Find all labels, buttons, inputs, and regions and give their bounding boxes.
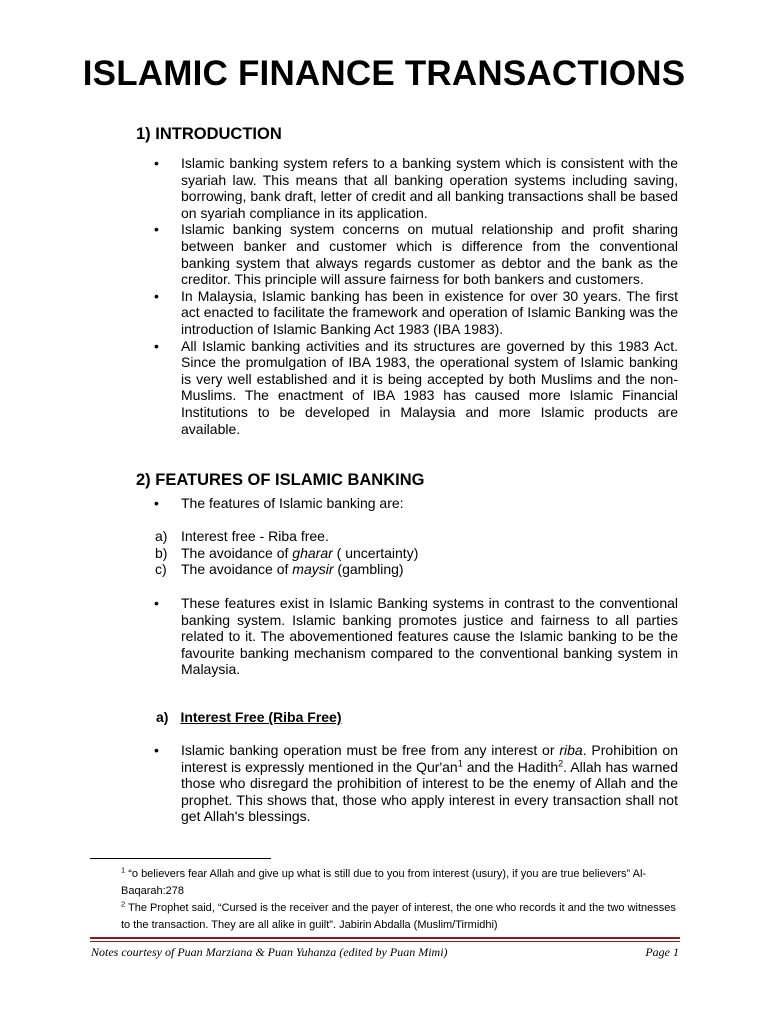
feature-item xyxy=(155,528,675,545)
paragraph-text: . Allah has warned those who disregard the prohibition of interest to be the enemy of Allah and the prophet. This shows that, those who apply interest in every transaction shall not get Allah's blessings. xyxy=(181,758,678,825)
list-item xyxy=(181,742,678,825)
features-intro-list xyxy=(181,495,678,512)
introduction-bullet-list xyxy=(181,155,678,437)
riba-term: riba xyxy=(559,742,583,758)
footnotes xyxy=(121,866,681,934)
subsection-heading-interest-free xyxy=(156,709,342,725)
feature-item xyxy=(155,561,675,578)
list-item: • In Malaysia, Islamic banking has been in existence for over 30 years. The first act enacted to facilitate the framework and operation of Islamic Banking was the introduction of Islamic Banking Act 1983 (IBA 1983). xyxy=(181,288,678,338)
paragraph-text: and the Hadith xyxy=(462,758,559,775)
list-item: • These features exist in Islamic Banking systems in contrast to the conventional banking system. Islamic banking promotes justice and fairness to all parties related to it. The abovementioned features cause the Islamic banking to be the favourite banking mechanism compared to the conventional banking system in Malaysia. xyxy=(181,595,678,678)
paragraph-text: Islamic banking operation must be free from any interest or xyxy=(181,742,560,758)
feature-text-suffix: (gambling) xyxy=(333,561,404,578)
feature-term: gharar xyxy=(292,544,333,561)
footer-credit: Notes courtesy of Puan Marziana & Puan Yuhanza (edited by Puan Mimi) xyxy=(91,945,448,959)
footnote-ref-2[interactable]: 2 xyxy=(558,757,564,768)
interest-free-list xyxy=(181,742,678,825)
feature-item xyxy=(155,545,675,562)
page-title: ISLAMIC FINANCE TRANSACTIONS xyxy=(82,54,686,93)
section-heading-introduction: 1) INTRODUCTION xyxy=(136,125,282,143)
feature-text-suffix: ( uncertainty) xyxy=(332,544,419,561)
footnote-ref-1[interactable]: 1 xyxy=(457,757,463,768)
footnote-text: The Prophet said, “Cursed is the receiver and the payer of interest, the one who records it and the two witnesses to the transaction. They are all alike in guilt”. Jabirin Abdalla (Muslim/Tirmidhi) xyxy=(121,902,676,931)
list-item: • All Islamic banking activities and its structures are governed by this 1983 Act. Since the promulgation of IBA 1983, the operational system of Islamic banking is very well established and it is being accepted by both Muslims and the non-Muslims. The enactment of IBA 1983 has caused more Islamic Financial Institutions to be developed in Malaysia and more Islamic products are available. xyxy=(181,338,678,438)
footnote-number: 2 xyxy=(121,899,126,909)
subsection-label: a) xyxy=(156,709,169,725)
paragraph-text: . Prohibition on interest is expressly mentioned in the Qur'an xyxy=(181,742,678,775)
feature-label: a) xyxy=(155,528,168,544)
features-list xyxy=(155,528,675,578)
footnote-number: 1 xyxy=(121,865,126,875)
footnote-1 xyxy=(121,866,681,900)
list-item: • Islamic banking system concerns on mutual relationship and profit sharing between banker and customer which is difference from the conventional banking system that always regards customer as debtor and the bank as the creditor. This principle will assure fairness for both bankers and customers. xyxy=(181,221,678,287)
list-item: • Islamic banking system refers to a banking system which is consistent with the syariah law. This means that all banking operation systems including saving, borrowing, bank draft, letter of credit and all banking transactions shall be based on syariah compliance in its application. xyxy=(181,155,678,221)
page-number: Page 1 xyxy=(645,945,679,959)
subsection-title: Interest Free (Riba Free) xyxy=(180,709,342,725)
feature-text: The avoidance of xyxy=(181,561,293,578)
feature-label: c) xyxy=(155,561,167,578)
footnote-separator xyxy=(90,858,271,859)
footer-rule-thick xyxy=(90,937,680,939)
features-contrast-list xyxy=(181,595,678,678)
feature-text: The avoidance of xyxy=(181,544,293,561)
footnote-text: “o believers fear Allah and give up what is still due to you from interest (usury), if you are true believers” Al-Baqarah:278 xyxy=(121,868,647,897)
feature-label: b) xyxy=(155,544,168,561)
feature-term: maysir xyxy=(292,561,334,578)
footer-rule-thin xyxy=(90,941,680,942)
section-heading-features: 2) FEATURES OF ISLAMIC BANKING xyxy=(136,471,425,489)
feature-text: Interest free - Riba free. xyxy=(181,528,329,544)
footnote-2 xyxy=(121,900,681,934)
list-item: • The features of Islamic banking are: xyxy=(181,495,678,512)
